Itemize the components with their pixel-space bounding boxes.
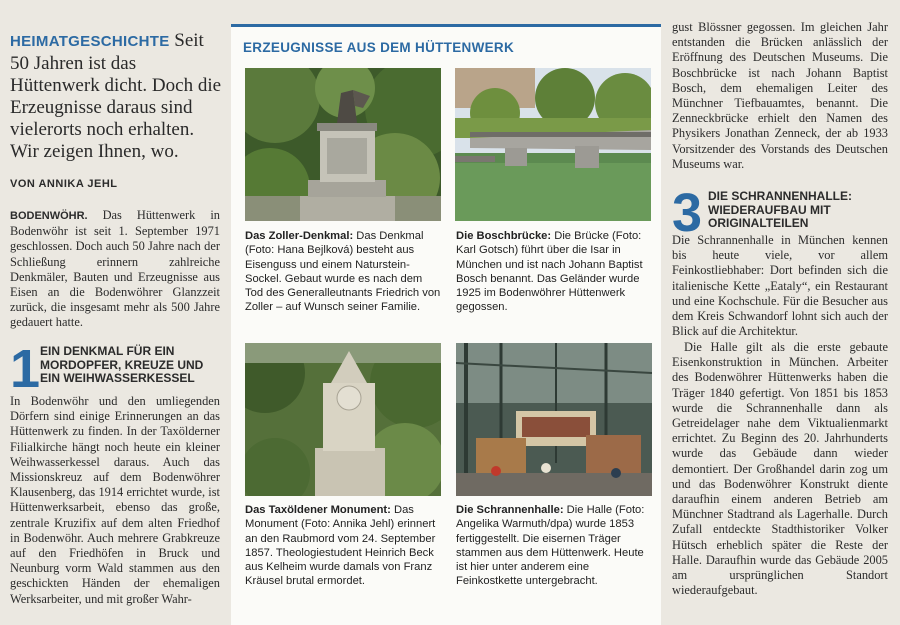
caption-boschbruecke — [456, 229, 652, 315]
caption-text: Das Denkmal (Foto: Hana Bejlková) besteht aus Eisenguss und einem Naturstein-Sockel. Gebaut wurde es nach dem Tod des Generalleutnants Friedrich von Zoller – auf Wunsch seiner Familie. — [245, 230, 441, 314]
caption-title: Die Boschbrücke: — [456, 230, 552, 242]
section-heading-1: EIN DENKMAL FÜR EIN MORDOPFER, KREUZE UND EIN WEIHWASSERKESSEL — [40, 344, 204, 385]
caption-title: Das Zoller-Denkmal: — [245, 230, 354, 242]
section-number-1: 1 — [10, 339, 41, 399]
caption-text: Die Brücke (Foto: Karl Gotsch) führt über die Isar in München und ist nach Johann Baptist Bosch benannt. Das Geländer wurde 1925 im Bodenwöhrer Hüttenwerk gegossen. — [456, 230, 643, 314]
caption-text: Das Monument (Foto: Annika Jehl) erinnert an den Raubmord vom 24. September 1857. Theologiestudent Heinrich Beck aus Kelheim wurde damals von Franz Kräusel brutal ermordet. — [245, 504, 436, 588]
info-box-title: ERZEUGNISSE AUS DEM HÜTTENWERK — [243, 40, 515, 55]
section-3-paragraph-2: Die Halle gilt als die erste gebaute Eisenkonstruktion in München. Arbeiter des Bodenwöhrer Hüttenwerks haben die Träger 1840 gefertigt. Von 1851 bis 1853 wurde die Schrannenhalle dann als Getreidelager nahe dem Viktualienmarkt errichtet. Zu Beginn des 20. Jahrhunderts wurde das Gebäude dann wieder demontiert. Der Großhandel darin zog um und das Bodenwöhrer Konstrukt diente daraufhin einem anderen Betrieb am Münchner Stadtrand als Lagerhalle. Durch Zufall entdeckte Stadthistoriker Volker Hütsch erheblich später die Reste der Halle. Daraufhin wurde das Gebäude 2005 am ursprünglichen Standort wiederaufgebaut. — [672, 340, 888, 598]
caption-text: Die Halle (Foto: Angelika Warmuth/dpa) wurde 1853 fertiggestellt. Die eisernen Träger stammen aus dem Hüttenwerk. Heute ist hier unter anderem eine Feinkostkette untergebracht. — [456, 504, 645, 588]
caption-title: Das Taxöldener Monument: — [245, 504, 391, 516]
intro-teaser — [10, 30, 222, 163]
caption-taxoeldener-monument — [245, 503, 441, 589]
lead-paragraph-text: Das Hüttenwerk in Bodenwöhr ist seit 1. September 1971 geschlossen. Doch auch 50 Jahre nach der Schließung erinnern zahlreiche Denkmäler, Bauten und Erzeugnisse aus Eisen an die Bodenwöhrer Glanzzeit zurück, die insgesamt mehr als 500 Jahre gedauert hatte. — [10, 208, 220, 330]
lead-paragraph — [10, 208, 220, 331]
caption-zoller-denkmal — [245, 229, 441, 315]
caption-schrannenhalle — [456, 503, 652, 589]
photo-taxoeldener-monument — [245, 343, 441, 496]
photo-schrannenhalle — [456, 343, 652, 496]
section-number-3: 3 — [672, 183, 703, 243]
caption-title: Die Schrannenhalle: — [456, 504, 564, 516]
intro-text: Seit 50 Jahren ist das Hüttenwerk dicht. Doch die Erzeugnisse daraus sind vielerorts noch erhalten. Wir zeigen Ihnen, wo. — [10, 30, 222, 162]
section-1-paragraph: In Bodenwöhr und den umliegenden Dörfern sind einige Erinnerungen an das Hüttenwerk zu finden. In der Taxölderner Filialkirche hängt noch heute ein kleiner Weihwasserkessel daraus. Auch das Missionskreuz auf dem Bodenwöhrer Klausenberg, das 1914 errichtet wurde, ist Hüttenwerksarbeit, ebenso das große, zentrale Kruzifix auf dem alten Friedhof in Bodenwöhr. Auch mehrere Grabkreuze auf den Friedhöfen in Bruck und Neunburg vorm Wald stammen aus den geschickten Händen der ehemaligen Werksarbeiter, und mit großer Wahr- — [10, 394, 220, 606]
photo-boschbruecke — [455, 68, 651, 221]
kicker: HEIMATGESCHICHTE — [10, 33, 170, 50]
dateline: BODENWÖHR. — [10, 210, 88, 222]
section-heading-3: DIE SCHRANNENHALLE: WIEDERAUFBAU MIT ORIGINALTEILEN — [708, 189, 852, 230]
section-3-paragraph-1: Die Schrannenhalle in München kennen bis heute viele, vor allem Feinkostliebhaber: Dort befinden sich die italienische Kette „Eataly“, ein Restaurant und eine Kochschule. Für die Besucher aus dem Kreis Schwandorf lohnt sich auch der Blick auf die Architektur. — [672, 233, 888, 339]
photo-zoller-denkmal — [245, 68, 441, 221]
section-2-paragraph-continued: gust Blössner gegossen. Im gleichen Jahr entstanden die Brücken anlässlich der Eröffnung des Deutschen Museums. Die Boschbrücke ist nach Johann Baptist Bosch, dem ehemaligen Leiter des Münchner Tiefbauamtes, benannt. Die Zenneckbrücke erhielt den Namen des Physikers Jonathan Zenneck, der ab 1933 Vorsitzender des Vorstands des Deutschen Museums war. — [672, 20, 888, 171]
byline: VON ANNIKA JEHL — [10, 178, 118, 190]
